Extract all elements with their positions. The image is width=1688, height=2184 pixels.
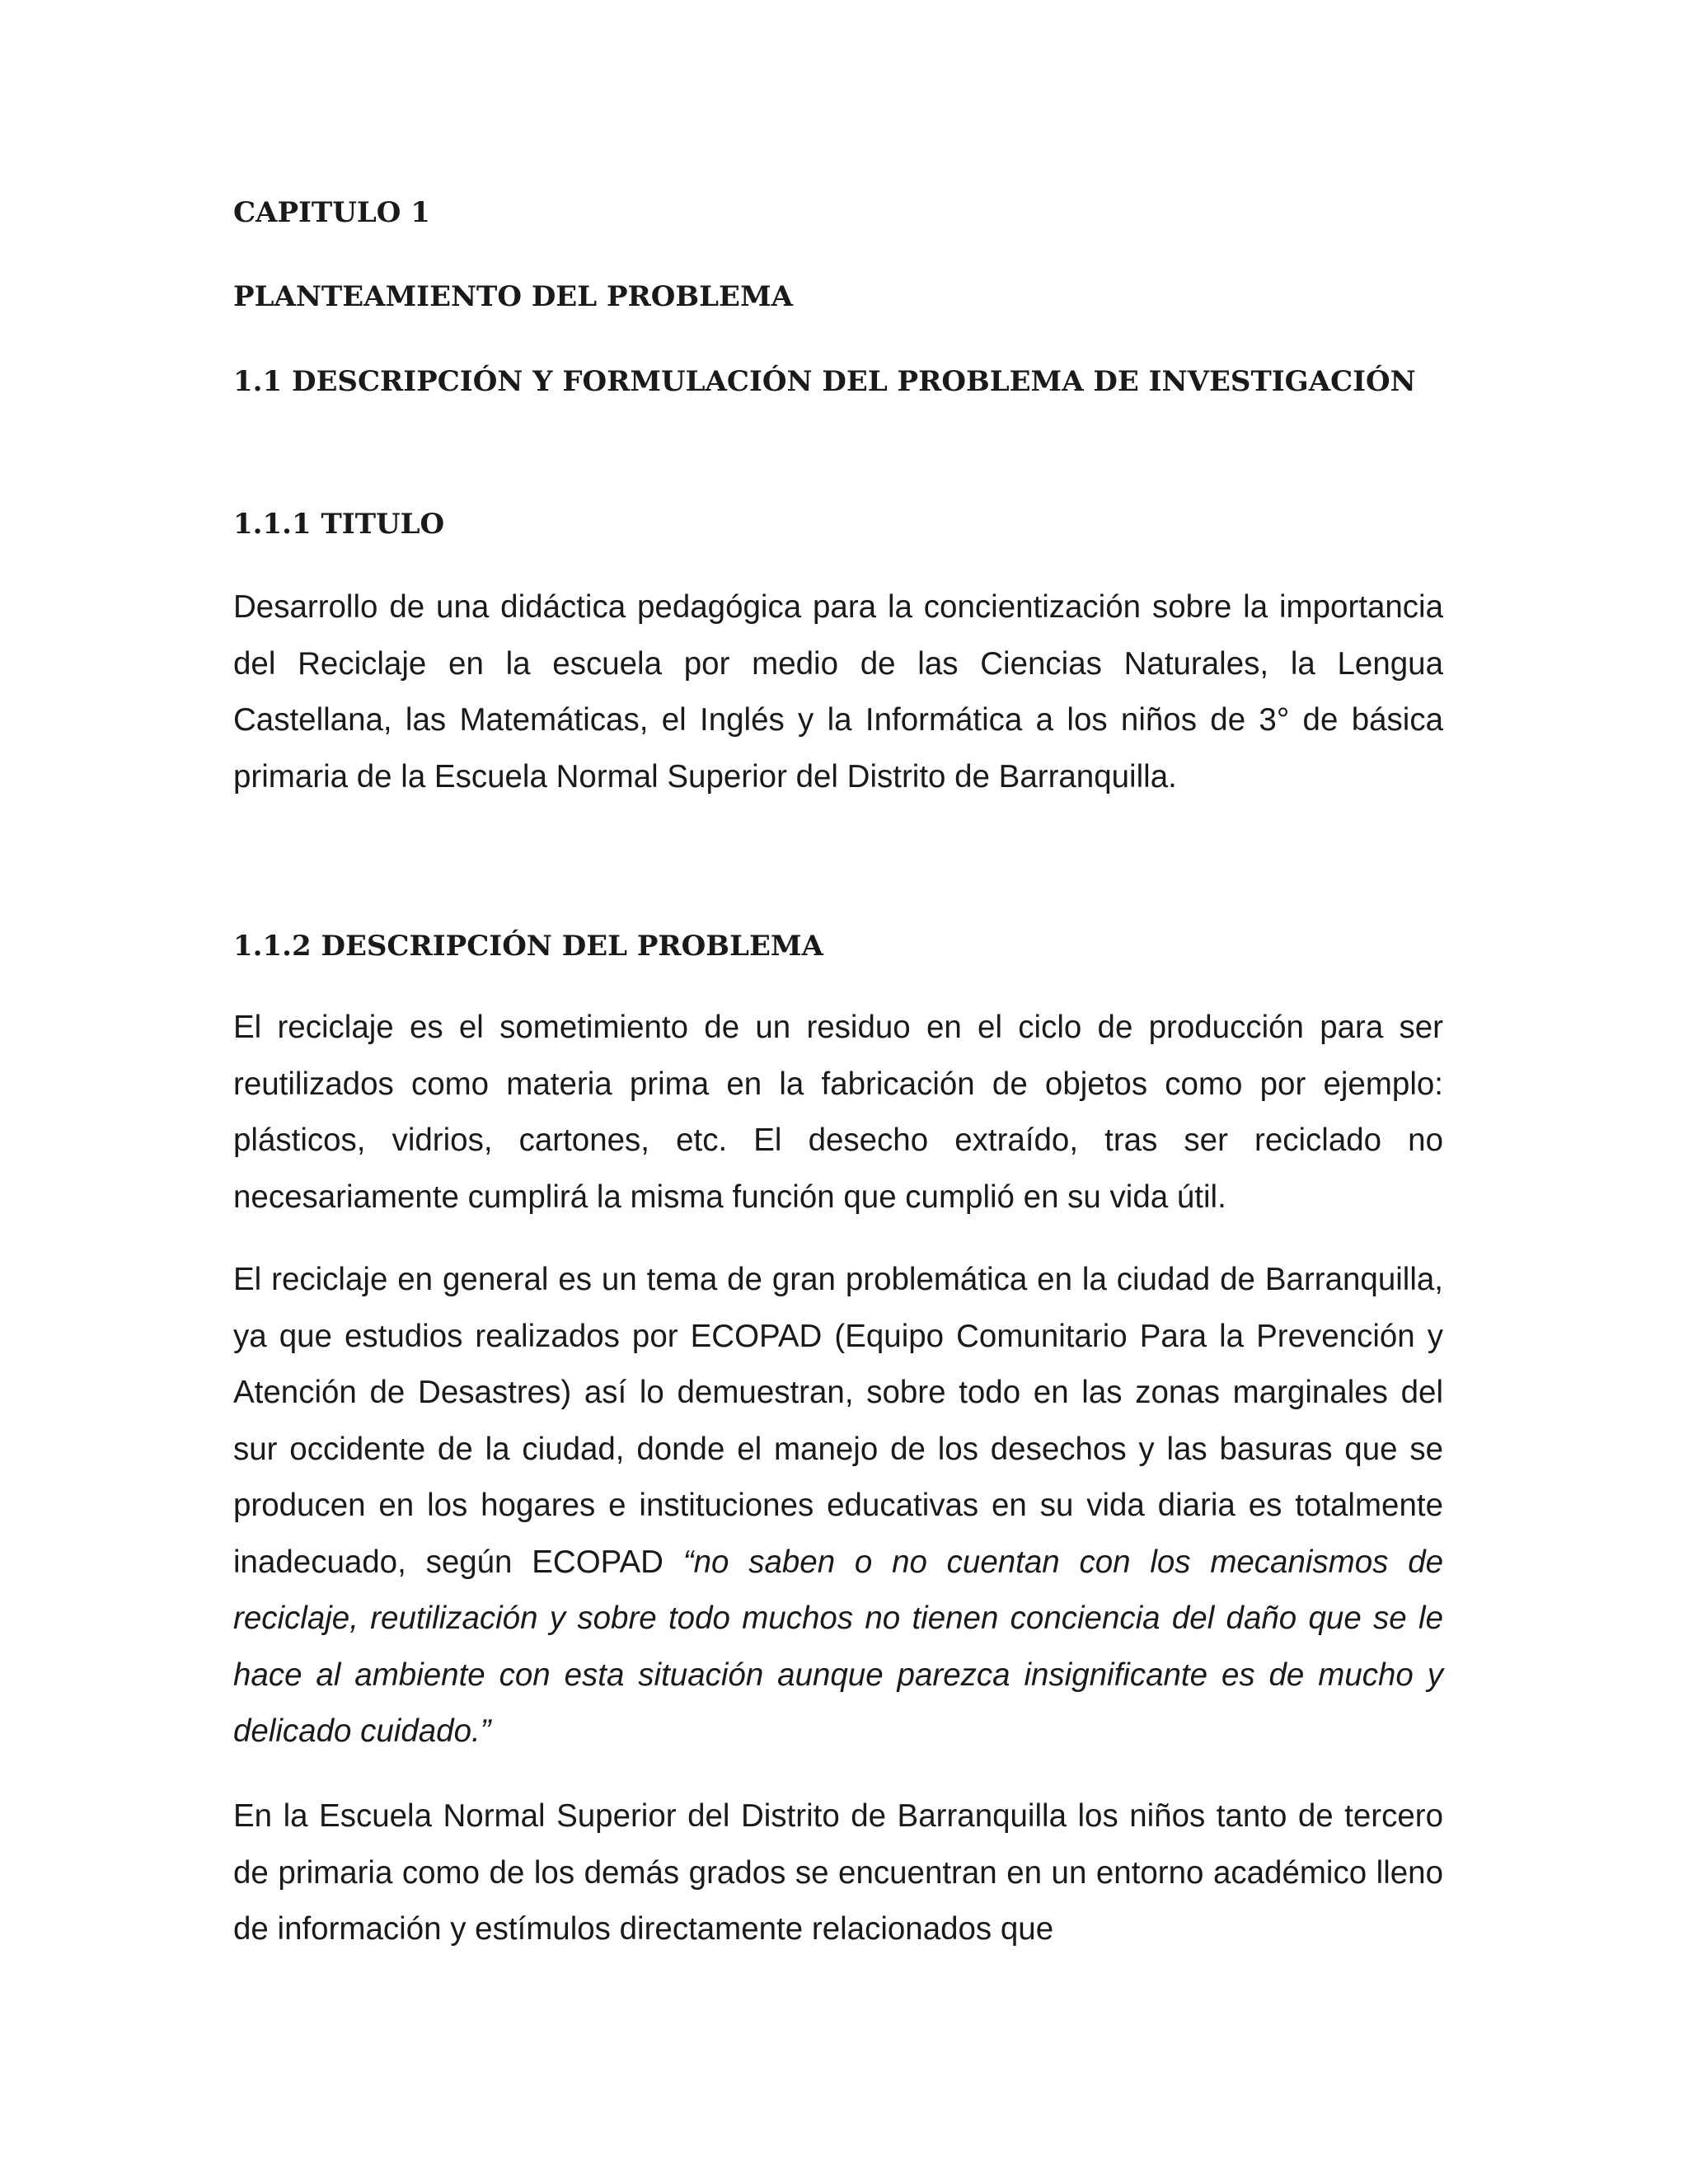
ecopad-quote: “no saben o no cuentan con los mecanismos de reciclaje, reutilización y sobre todo muchos no tienen conciencia del daño que se le hace al ambiente con esta situación aunque parezca insignificante es de mucho y delicado cuidado.” [233, 1544, 1444, 1749]
titulo-heading: 1.1.1 TITULO [233, 508, 445, 541]
paragraph-2-text: El reciclaje en general es un tema de gran problemática en la ciudad de Barranquilla, ya que estudios realizados por ECOPAD (Equipo Comunitario Para la Prevención y Atención de Desastres) así lo demuestran, sobre todo en las zonas marginales del sur occidente de la ciudad, donde el manejo de los desechos y las basuras que se producen en los hogares e instituciones educativas en su vida diaria es totalmente inadecuado, según ECOPAD [233, 1262, 1443, 1580]
descripcion-paragraph-3: En la Escuela Normal Superior del Distrito de Barranquilla los niños tanto de tercero de primaria como de los demás grados se encuentran en un entorno académico lleno de información y estímulos directamente relacionados que [233, 1798, 1443, 1947]
chapter-title: PLANTEAMIENTO DEL PROBLEMA [233, 280, 793, 313]
descripcion-paragraph-1: El reciclaje es el sometimiento de un residuo en el ciclo de producción para ser reutilizados como materia prima en la fabricación de objetos como por ejemplo: plásticos, vidrios, cartones, etc. El desecho extraído, tras ser reciclado no necesariamente cumplirá la misma función que cumplió en su vida útil. [233, 1010, 1443, 1215]
chapter-label: CAPITULO 1 [233, 196, 430, 229]
descripcion-paragraph-2 [233, 1252, 1443, 1760]
titulo-paragraph: Desarrollo de una didáctica pedagógica para la concientización sobre la importancia del Reciclaje en la escuela por medio de las Ciencias Naturales, la Lengua Castellana, las Matemáticas, el Inglés y la Informática a los niños de 3° de básica primaria de la Escuela Normal Superior del Distrito de Barranquilla. [233, 589, 1443, 794]
descripcion-heading: 1.1.2 DESCRIPCIÓN DEL PROBLEMA [233, 930, 823, 963]
section-title: 1.1 DESCRIPCIÓN Y FORMULACIÓN DEL PROBLEMA DE INVESTIGACIÓN [233, 365, 1416, 398]
